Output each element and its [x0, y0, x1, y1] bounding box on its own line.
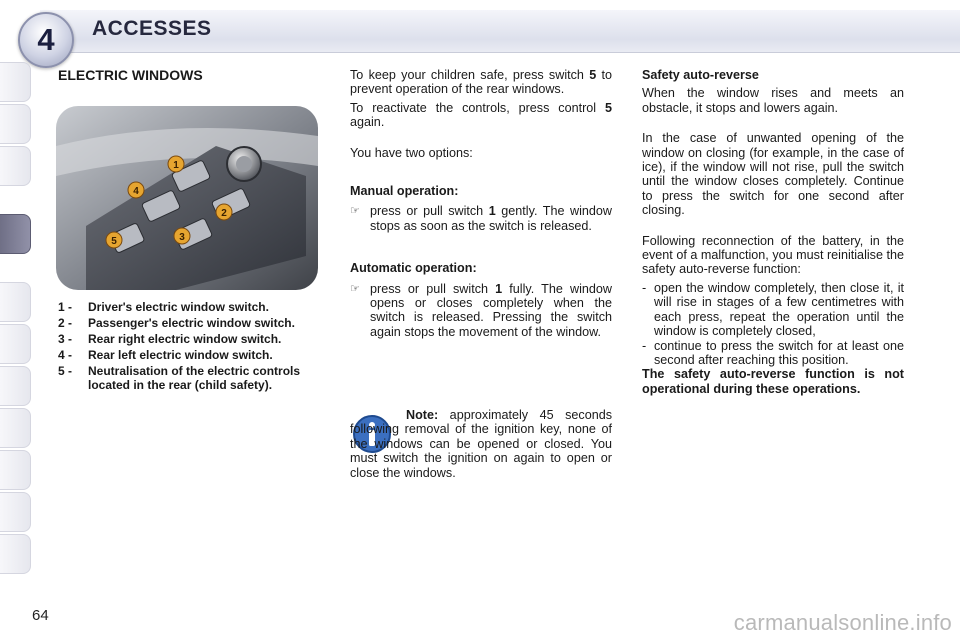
middle-column [350, 68, 612, 339]
legend-item [58, 332, 320, 346]
chapter-tab[interactable] [0, 450, 31, 490]
reactivate-paragraph: To reactivate the controls, press control 5 again. [350, 100, 612, 130]
note-box [350, 408, 612, 484]
legend-number: 3 - [58, 332, 73, 346]
manual-operation-title: Manual operation: [350, 184, 459, 199]
legend-number: 4 - [58, 348, 73, 362]
legend-item [58, 364, 320, 392]
chapter-tabs [0, 62, 33, 572]
options-paragraph: You have two options: [350, 145, 473, 160]
left-column-title: ELECTRIC WINDOWS [58, 67, 203, 83]
legend-number: 5 - [58, 364, 73, 378]
automatic-operation-title: Automatic operation: [350, 261, 477, 276]
chapter-tab[interactable] [0, 492, 31, 532]
chapter-tab[interactable] [0, 146, 31, 186]
legend-text: Driver's electric window switch. [88, 300, 269, 314]
legend-number: 1 - [58, 300, 73, 314]
callout-label: 5 [111, 236, 117, 247]
legend-text: Rear left electric window switch. [88, 348, 273, 362]
chapter-tab[interactable] [0, 408, 31, 448]
chapter-tab-active[interactable] [0, 214, 31, 254]
reinitialise-step: - open the window completely, then close it, it will rise in stages of a few centimetres with each press, repeat the operation until the window is completely closed, [642, 280, 904, 339]
chapter-tab[interactable] [0, 282, 31, 322]
right-column [642, 68, 904, 400]
reinitialise-step: - continue to press the switch for at least one second after reaching this position. [642, 338, 904, 367]
chapter-tab[interactable] [0, 366, 31, 406]
chapter-tab[interactable] [0, 104, 31, 144]
battery-reconnection-paragraph: Following reconnection of the battery, in the event of a malfunction, you must reinitialise the safety auto-reverse function: [642, 233, 904, 277]
legend-number: 2 - [58, 316, 73, 330]
page-number: 64 [32, 607, 49, 624]
section-title: ACCESSES [92, 17, 212, 40]
callout-label: 4 [133, 186, 139, 197]
legend-text: Passenger's electric window switch. [88, 316, 295, 330]
legend-text: Neutralisation of the electric controls located in the rear (child safety). [88, 364, 301, 392]
callout-label: 3 [179, 232, 185, 243]
child-safety-paragraph: To keep your children safe, press switch 5 to prevent operation of the rear windows. [350, 68, 612, 97]
warning-text: The safety auto-reverse function is not operational during these operations. [642, 367, 904, 396]
pointing-hand-icon: ☞ [350, 282, 360, 295]
legend-item [58, 300, 320, 314]
legend-item [58, 316, 320, 330]
callout-label: 1 [173, 160, 179, 171]
unwanted-opening-paragraph: In the case of unwanted opening of the window on closing (for example, in the case of ice), if the window will not rise, pull the switch until the window closes completely. Continue to press the switch for one second after closing. [642, 131, 904, 218]
window-switch-photo [56, 106, 318, 290]
watermark: carmanualsonline.info [733, 610, 952, 635]
chapter-tab[interactable] [0, 324, 31, 364]
note-text: Note: approximately 45 seconds following removal of the ignition key, none of the windows can be opened or closed. You must switch the ignition on again to open or close the windows. [350, 408, 612, 480]
auto-reverse-intro: When the window rises and meets an obstacle, it stops and lowers again. [642, 86, 904, 115]
chapter-tab[interactable] [0, 62, 31, 102]
chapter-badge: 4 [18, 12, 74, 68]
pointing-hand-icon: ☞ [350, 205, 360, 218]
switch-legend [58, 300, 320, 394]
legend-item [58, 348, 320, 362]
legend-text: Rear right electric window switch. [88, 332, 282, 346]
chapter-tab[interactable] [0, 534, 31, 574]
manual-operation-item: ☞ press or pull switch 1 gently. The window stops as soon as the switch is released. [350, 204, 612, 233]
callout-label: 2 [221, 208, 227, 219]
automatic-operation-item: ☞ press or pull switch 1 fully. The window opens or closes completely when the switch is released. Pressing the switch again stops the movement of the window. [350, 281, 612, 339]
auto-reverse-title: Safety auto-reverse [642, 68, 759, 82]
